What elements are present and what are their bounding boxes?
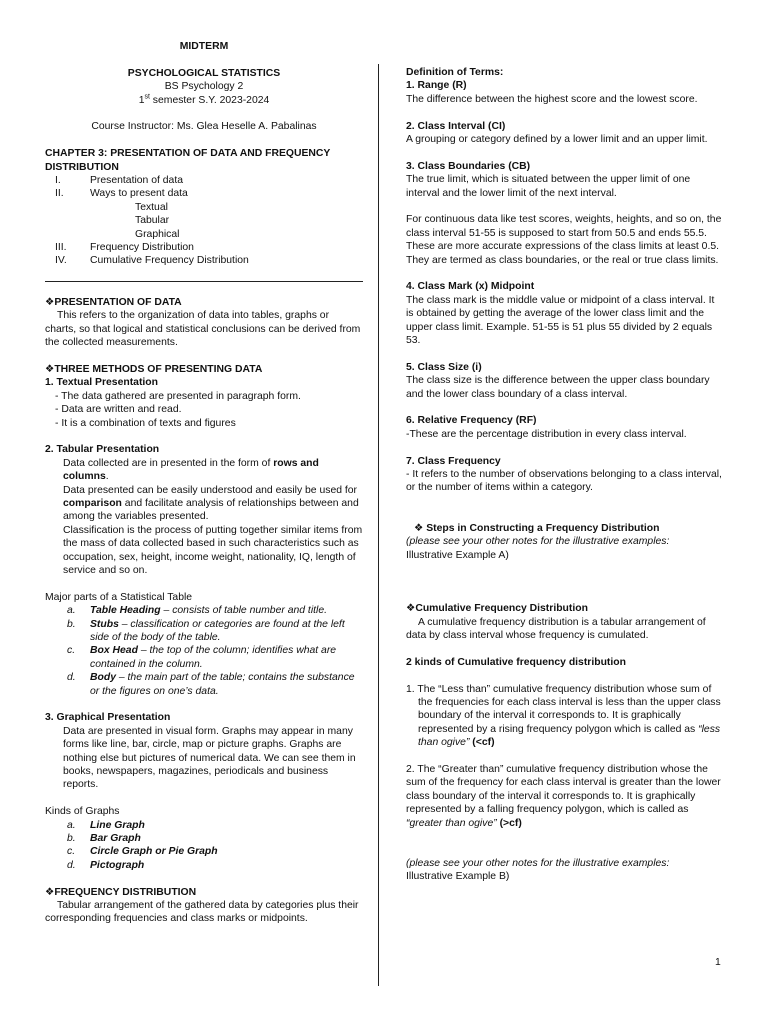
term-text: The true limit, which is situated between the upper limit of one interval and the lower limit of the next interval. [406, 174, 691, 199]
major-part-item: c. Box Head – the top of the column; identifies what are contained in the column. [67, 645, 337, 670]
term-text: The class size is the difference between the upper class boundary and the lower class boundary of a class interval. [406, 375, 710, 400]
term-text: The difference between the highest score and the lowest score. [406, 93, 698, 105]
term-text: - It refers to the number of observations belonging to a class interval, or the number of items within a category. [406, 469, 722, 494]
graphical-text: Data are presented in visual form. Graphs may appear in many forms like line, bar, circle, map or picture graphs. Graphs are nothing else but pictures of numerical data. We can see them in books, newspapers, magazines, periodicals and business reports. [63, 725, 356, 791]
term-heading: 2. Class Interval (CI) [406, 120, 506, 132]
tabular-paragraph-2: Data presented can be easily understood and easily be used for comparison and facilitate analysis of relationships between and among the variables presented. [63, 484, 359, 523]
outline-subitem: Graphical [135, 228, 180, 240]
exam-title: MIDTERM [179, 41, 229, 52]
course-title: PSYCHOLOGICAL STATISTICS [127, 67, 281, 79]
term-text: A grouping or category defined by a lower limit and an upper limit. [406, 134, 708, 146]
tabular-paragraph-3: Classification is the process of putting together similar items from the mass of data collected based in such characteristics such as occupation, sex, height, income weight, nationality, IQ, length of service and so on. [63, 524, 363, 576]
right-column [406, 66, 724, 884]
textual-item: - The data gathered are presented in paragraph form. [55, 390, 301, 402]
term-heading: 7. Class Frequency [406, 455, 501, 467]
cfd-kind-2: 2. The “Greater than” cumulative frequency distribution whose the sum of the frequency for each class interval is greater than the lower class boundary of the interval it corresponds to. It is graphically represented by a falling frequency polygon, which is called as “greater than ogive” (>cf) [406, 763, 721, 829]
semester-text: semester S.Y. 2023-2024 [149, 94, 270, 106]
major-parts-heading: Major parts of a Statistical Table [45, 591, 193, 603]
graph-kind-item: d. Pictograph [67, 859, 145, 871]
end-note: (please see your other notes for the illustrative examples: [406, 857, 670, 869]
term-heading: 4. Class Mark (x) Midpoint [406, 281, 535, 293]
cfd-kinds-heading: 2 kinds of Cumulative frequency distribution [406, 656, 626, 668]
graph-kind-item: b. Bar Graph [67, 833, 141, 845]
major-parts-list [45, 604, 363, 698]
outline-item: III. Frequency Distribution [55, 242, 194, 254]
term-text: -These are the percentage distribution in every class interval. [406, 428, 687, 440]
kinds-of-graphs-list [45, 819, 363, 873]
semester [45, 94, 363, 107]
textual-item: - It is a combination of texts and figures [55, 417, 236, 429]
outline-item: II. Ways to present data [55, 188, 188, 200]
term-text: The class mark is the middle value or midpoint of a class interval. It is obtained by getting the average of the lower class limit and the upper class limit. Example. 51-55 is 51 plus 55 divided by 2 equals 53. [406, 294, 715, 347]
major-part-item: b. Stubs – classification or categories are found at the left side of the body of the table. [67, 618, 345, 643]
frequency-distribution-text: Tabular arrangement of the gathered data by categories plus their corresponding frequencies and class marks or midpoints. [45, 900, 359, 925]
term-heading: 1. Range (R) [406, 80, 467, 92]
tabular-heading: 2. Tabular Presentation [45, 444, 160, 456]
presentation-heading: ❖PRESENTATION OF DATA [45, 296, 182, 308]
outline-subitem: Textual [135, 201, 168, 213]
methods-heading: ❖THREE METHODS OF PRESENTING DATA [45, 363, 263, 375]
textual-list [45, 390, 363, 430]
steps-heading: ❖ Steps in Constructing a Frequency Distribution [414, 522, 660, 534]
left-column [45, 40, 363, 926]
cfd-text: A cumulative frequency distribution is a tabular arrangement of data by class interval whose frequency is cumulated. [406, 616, 706, 641]
graphical-heading: 3. Graphical Presentation [45, 712, 171, 724]
semester-suffix: st [144, 93, 150, 101]
class-boundaries-extra: For continuous data like test scores, weights, heights, and so on, the class interval 51-55 is supposed to start from 50.5 and ends 55.5. These are more accurate expressions of the class limits at least 0.5. They are termed as class boundaries, or the real or true class limits. [406, 214, 722, 266]
outline-item: I. Presentation of data [55, 175, 184, 187]
major-part-item: a. Table Heading – consists of table number and title. [67, 605, 327, 617]
term-heading: 5. Class Size (i) [406, 361, 482, 373]
graph-kind-item: c. Circle Graph or Pie Graph [67, 846, 218, 858]
page-number: 1 [715, 957, 721, 968]
definitions-heading: Definition of Terms: [406, 67, 504, 78]
chapter-outline [45, 174, 363, 268]
frequency-distribution-heading: ❖FREQUENCY DISTRIBUTION [45, 886, 197, 898]
instructor: Course Instructor: Ms. Glea Heselle A. Pabalinas [91, 121, 317, 133]
outline-subitem: Tabular [135, 215, 170, 227]
graph-kind-item: a. Line Graph [67, 819, 145, 831]
kinds-of-graphs-heading: Kinds of Graphs [45, 806, 120, 818]
steps-note-example: Illustrative Example A) [406, 549, 509, 561]
presentation-text: This refers to the organization of data into tables, graphs or charts, so that logical and statistical conclusions can be derived from the collected measurements. [45, 310, 361, 349]
textual-item: - Data are written and read. [55, 404, 182, 416]
cfd-heading: ❖Cumulative Frequency Distribution [406, 603, 588, 615]
cfd-kind-1: 1. The “Less than” cumulative frequency distribution whose sum of the frequencies for each class interval is less than the upper class boundary of the interval it corresponds to. It is graphically represented by a rising frequency polygon which is called as “less than ogive” (<cf) [406, 683, 721, 749]
outline-item: IV. Cumulative Frequency Distribution [55, 255, 249, 267]
steps-note: (please see your other notes for the illustrative examples: [406, 536, 670, 548]
term-heading: 6. Relative Frequency (RF) [406, 415, 537, 427]
column-divider [378, 64, 379, 986]
end-note-example: Illustrative Example B) [406, 871, 510, 883]
program: BS Psychology 2 [164, 81, 244, 93]
tabular-paragraph-1: Data collected are in presented in the form of rows and columns. [63, 457, 319, 483]
textual-heading: 1. Textual Presentation [45, 377, 158, 389]
major-part-item: d. Body – the main part of the table; contains the substance or the figures on one’s data. [67, 672, 355, 697]
semester-number: 1 [138, 94, 145, 106]
term-heading: 3. Class Boundaries (CB) [406, 160, 531, 172]
chapter-title: CHAPTER 3: PRESENTATION OF DATA AND FREQUENCY DISTRIBUTION [45, 148, 331, 173]
